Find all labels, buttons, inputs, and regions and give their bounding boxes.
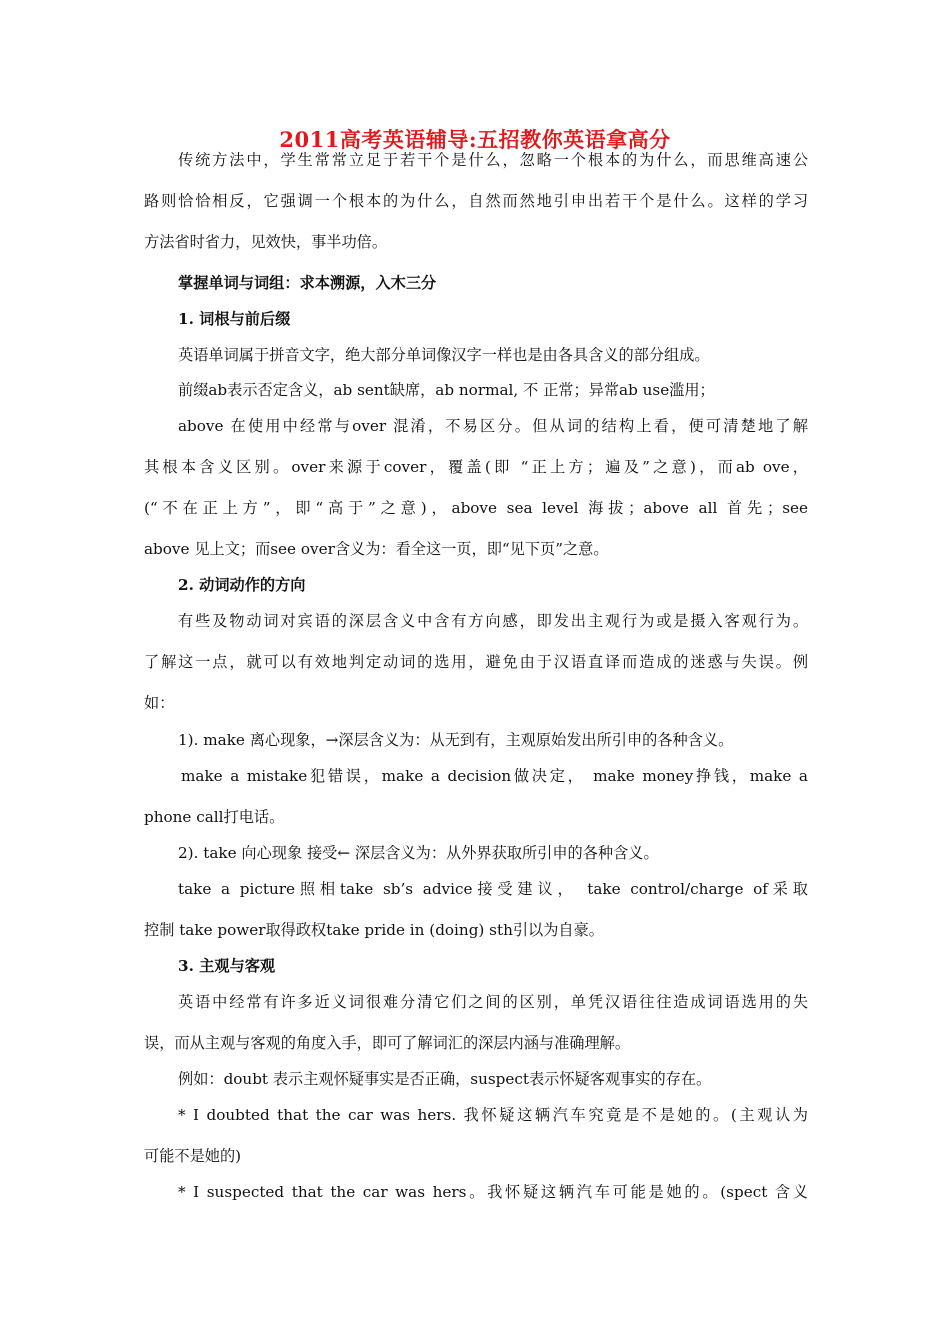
subsection-heading: 2. 动词动作的方向: [178, 576, 306, 594]
paragraph-line: 了解这一点，就可以有效地判定动词的选用，避免由于汉语直译而造成的迷惑与失误。例: [144, 653, 808, 671]
section-heading: 掌握单词与词组：求本溯源，入木三分: [178, 274, 437, 292]
paragraph-line: 方法省时省力，见效快，事半功倍。: [144, 233, 387, 251]
paragraph-line: 英语单词属于拼音文字，绝大部分单词像汉字一样也是由各具含义的部分组成。: [178, 346, 710, 364]
paragraph-line: 路则恰恰相反，它强调一个根本的为什么，自然而然地引申出若干个是什么。这样的学习: [144, 192, 808, 210]
paragraph-line: * I suspected that the car was hers。我怀疑这辆汽车可能是她的。(spect 含义: [178, 1183, 808, 1201]
paragraph-line: make a mistake犯错误，make a decision做决定， make money挣钱，make a: [181, 767, 808, 785]
paragraph-line: take a picture照相take sb’s advice接受建议， take control/charge of采取: [178, 880, 808, 898]
paragraph-line: 例如：doubt 表示主观怀疑事实是否正确，suspect表示怀疑客观事实的存在。: [178, 1070, 712, 1088]
paragraph-line: 前缀ab表示否定含义，ab sent缺席，ab normal, 不 正常；异常ab use滥用；: [178, 381, 715, 399]
paragraph-line: 误，而从主观与客观的角度入手，即可了解词汇的深层内涵与准确理解。: [144, 1034, 630, 1052]
paragraph-line: 传统方法中，学生常常立足于若干个是什么，忽略一个根本的为什么，而思维高速公: [178, 151, 808, 169]
paragraph-line: phone call打电话。: [144, 808, 285, 826]
paragraph-line: 2). take 向心现象 接受← 深层含义为：从外界获取所引申的各种含义。: [178, 844, 659, 862]
paragraph-line: 其根本含义区别。over来源于cover，覆盖(即 “正上方；遍及”之意)，而ab ove，: [144, 458, 808, 476]
paragraph-line: 1). make 离心现象，→深层含义为：从无到有，主观原始发出所引申的各种含义。: [178, 731, 734, 749]
paragraph-line: above 见上文；而see over含义为：看全这一页，即“见下页”之意。: [144, 540, 609, 558]
paragraph-line: (“不在正上方”，即“高于”之意)，above sea level 海拔；above all 首先；see: [144, 499, 808, 517]
paragraph-line: 可能不是她的): [144, 1147, 242, 1165]
paragraph-line: above 在使用中经常与over 混淆，不易区分。但从词的结构上看，便可清楚地了解: [178, 417, 808, 435]
paragraph-line: 有些及物动词对宾语的深层含义中含有方向感，即发出主观行为或是摄入客观行为。: [178, 612, 808, 630]
paragraph-line: * I doubted that the car was hers. 我怀疑这辆汽车究竟是不是她的。(主观认为: [178, 1106, 808, 1124]
paragraph-line: 如：: [144, 694, 175, 712]
document-title: 2011高考英语辅导:五招教你英语拿高分: [279, 127, 671, 152]
paragraph-line: 英语中经常有许多近义词很难分清它们之间的区别，单凭汉语往往造成词语选用的失: [178, 993, 808, 1011]
subsection-heading: 3. 主观与客观: [178, 957, 276, 975]
subsection-heading: 1. 词根与前后缀: [178, 310, 291, 328]
paragraph-line: 控制 take power取得政权take pride in (doing) sth引以为自豪。: [144, 921, 604, 939]
